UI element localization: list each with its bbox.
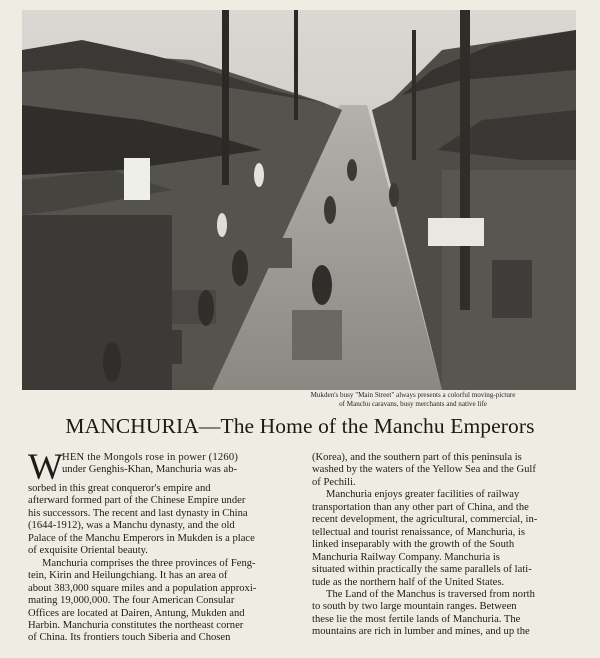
text-line: his successors. The recent and last dynasty in China	[28, 507, 248, 519]
text-line: (Korea), and the southern part of this peninsula is	[312, 452, 522, 463]
article-headline: MANCHURIA—The Home of the Manchu Emperors	[65, 414, 535, 438]
text-line: to south by two large mountain ranges. Between	[312, 601, 517, 613]
text-line: washed by the waters of the Yellow Sea and the Gulf	[312, 464, 536, 476]
text-line: of exquisite Oriental beauty.	[28, 545, 148, 557]
text-line: Manchuria enjoys greater facilities of railway	[326, 489, 520, 501]
article-column-left	[28, 447, 290, 645]
text-line: Palace of the Manchu Emperors in Mukden is a place	[28, 532, 255, 544]
text-line: Offices are located at Dairen, Antung, Mukden and	[28, 607, 245, 619]
text-line: tellectual and tourist renaissance, of Manchuria, is	[312, 526, 525, 538]
text-line: situated within practically the same parallels of lati-	[312, 564, 532, 576]
text-line: recent development, the agricultural, commercial, in-	[312, 514, 538, 526]
text-line: under Genghis-Khan, Manchuria was ab-	[62, 464, 238, 476]
text-line: (1644-1912), was a Manchu dynasty, and the old	[28, 520, 235, 532]
text-line: mountains are rich in lumber and mines, and up the	[312, 626, 530, 638]
photo-caption	[248, 391, 578, 408]
text-line: of China. Its frontiers touch Siberia and Chosen	[28, 632, 231, 644]
article-column-right	[312, 452, 580, 639]
text-line: Harbin. Manchuria constitutes the northeast corner	[28, 619, 244, 631]
text-line: of Pechili.	[312, 476, 356, 488]
text-line: tude as the northern half of the United States.	[312, 576, 505, 588]
text-line: tein, Kirin and Heilungchiang. It has an area of	[28, 570, 228, 582]
text-line: HEN the Mongols rose in power (1260)	[62, 452, 239, 463]
opening-paragraph-start	[28, 447, 290, 488]
text-line: mating 19,000,000. The four American Consular	[28, 595, 235, 607]
text-line: afterward formed part of the Chinese Empire under	[28, 495, 246, 507]
caption-line: Mukden's busy "Main Street" always presents a colorful moving-picture	[310, 391, 516, 399]
caption-line: of Manchu caravans, busy merchants and native life	[339, 399, 487, 408]
text-line: The Land of the Manchus is traversed from north	[326, 588, 535, 600]
text-line: Manchuria comprises the three provinces of Feng-	[42, 557, 256, 569]
text-line: linked inseparably with the growth of the South	[312, 539, 515, 551]
drop-cap: W	[28, 447, 63, 488]
text-line: sorbed in this great conqueror's empire and	[28, 483, 211, 494]
text-line: about 383,000 square miles and a population approxi-	[28, 582, 257, 594]
text-line: these lie the most fertile lands of Manchuria. The	[312, 613, 521, 625]
text-line: transportation than any other part of China, and the	[312, 501, 529, 513]
text-line: Manchuria Railway Company. Manchuria is	[312, 551, 500, 563]
street-photograph	[22, 10, 576, 390]
street-scene-illustration	[22, 10, 576, 390]
